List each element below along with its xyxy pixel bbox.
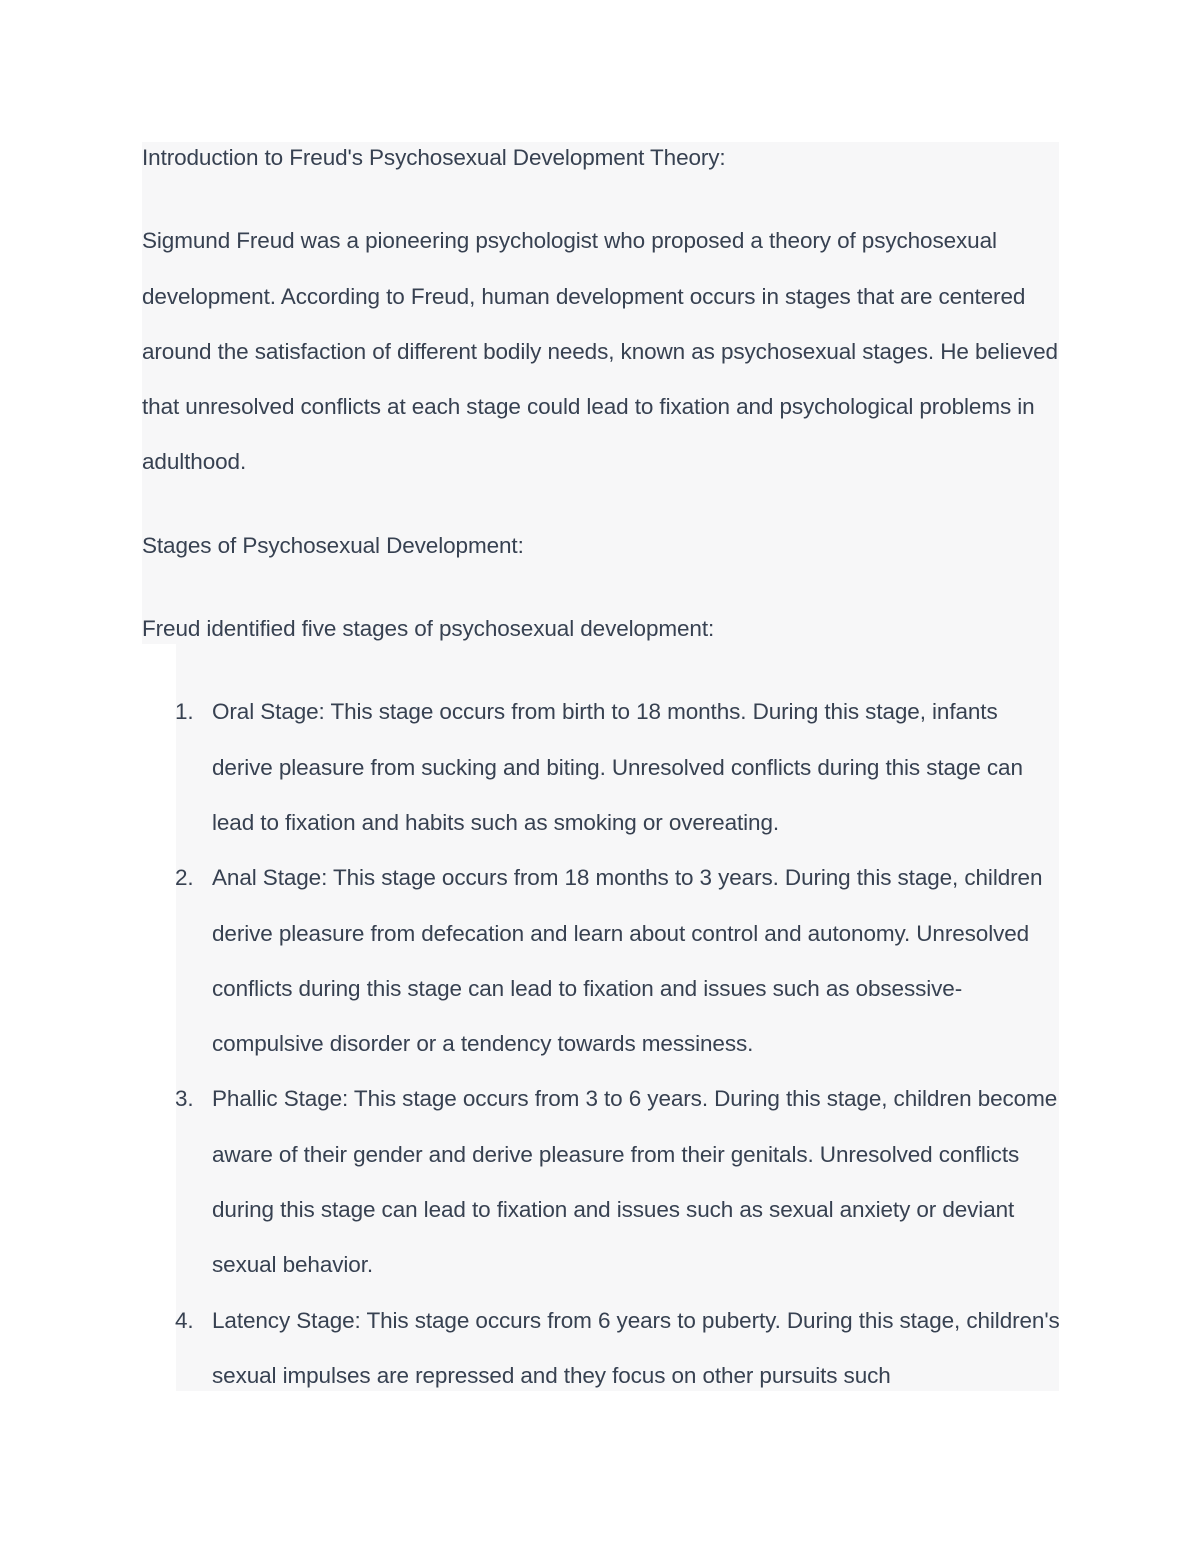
stages-heading: Stages of Psychosexual Development: (142, 532, 524, 558)
stages-list (142, 684, 1062, 1403)
list-item: Anal Stage: This stage occurs from 18 months to 3 years. During this stage, children derive pleasure from defecation and learn about control and autonomy. Unresolved conflicts during this stage can lead to fixation and issues such as obsessive-compulsive disorder or a tendency towards messiness. (212, 865, 1043, 1057)
list-item: Latency Stage: This stage occurs from 6 years to puberty. During this stage, children's sexual impulses are repressed and they focus on other pursuits such (212, 1307, 1060, 1388)
list-item: Oral Stage: This stage occurs from birth to 18 months. During this stage, infants derive pleasure from sucking and biting. Unresolved conflicts during this stage can lead to fixation and habits such as smoking or overeating. (212, 699, 1023, 835)
intro-paragraph: Sigmund Freud was a pioneering psychologist who proposed a theory of psychosexual development. According to Freud, human development occurs in stages that are centered around the satisfaction of different bodily needs, known as psychosexual stages. He believed that unresolved conflicts at each stage could lead to fixation and psychological problems in adulthood. (142, 228, 1058, 475)
intro-heading: Introduction to Freud's Psychosexual Development Theory: (142, 145, 726, 170)
document-body (142, 130, 1062, 1403)
stages-intro: Freud identified five stages of psychosexual development: (142, 616, 715, 642)
list-item: Phallic Stage: This stage occurs from 3 to 6 years. During this stage, children become aware of their gender and derive pleasure from their genitals. Unresolved conflicts during this stage can lead to fixation and issues such as sexual anxiety or deviant sexual behavior. (212, 1086, 1058, 1278)
